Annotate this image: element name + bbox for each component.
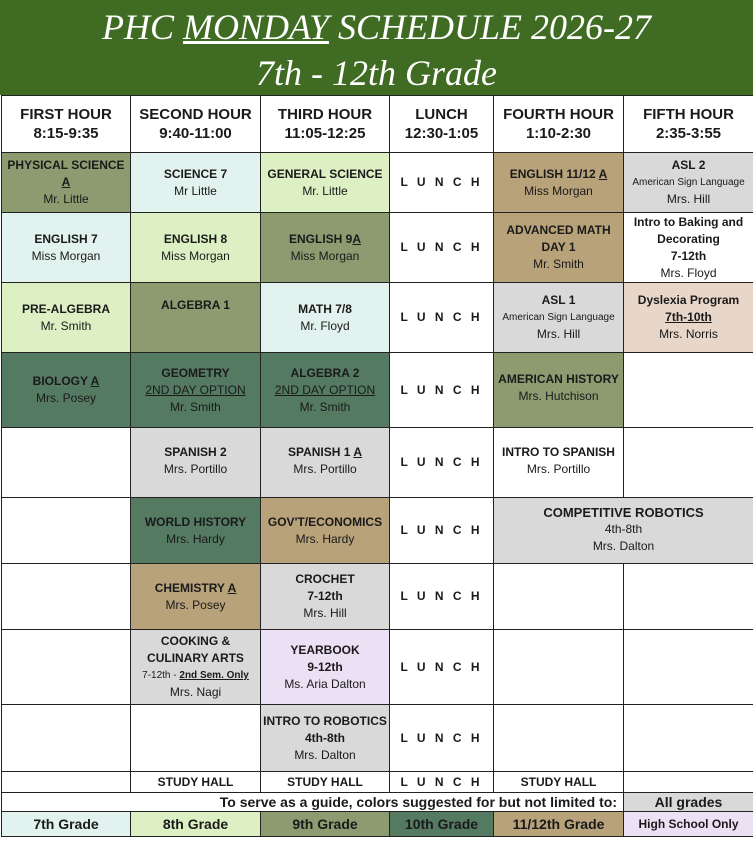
col-header-fourth-hour: FOURTH HOUR 1:10-2:30 [494, 96, 624, 153]
empty-cell [2, 564, 131, 630]
lunch-cell: L U N C H [390, 772, 494, 793]
study-hall-third-hour: STUDY HALL [261, 772, 390, 793]
legend-10th-grade: 10th Grade [390, 812, 494, 837]
col-header-first-hour: FIRST HOUR 8:15-9:35 [2, 96, 131, 153]
legend-high-school-only: High School Only [624, 812, 753, 837]
empty-cell [131, 705, 261, 772]
lunch-cell: L U N C H [390, 213, 494, 283]
class-competitive-robotics: COMPETITIVE ROBOTICS 4th-8th Mrs. Dalton [494, 498, 753, 564]
lunch-cell: L U N C H [390, 428, 494, 498]
study-hall-fourth-hour: STUDY HALL [494, 772, 624, 793]
empty-cell [624, 428, 753, 498]
col-header-lunch: LUNCH 12:30-1:05 [390, 96, 494, 153]
empty-cell [2, 630, 131, 705]
class-dyslexia-program: Dyslexia Program 7th-10th Mrs. Norris [624, 283, 753, 353]
class-intro-baking: Intro to Baking and Decorating 7-12th Mrs. Floyd [624, 213, 753, 283]
class-chemistry: CHEMISTRY A Mrs. Posey [131, 564, 261, 630]
study-hall-second-hour: STUDY HALL [131, 772, 261, 793]
empty-cell [624, 564, 753, 630]
legend-7th-grade: 7th Grade [2, 812, 131, 837]
class-geometry: GEOMETRY 2ND DAY OPTION Mr. Smith [131, 353, 261, 428]
class-pre-algebra: PRE-ALGEBRA Mr. Smith [2, 283, 131, 353]
class-algebra-1: ALGEBRA 1 [131, 283, 261, 353]
class-yearbook: YEARBOOK 9-12th Ms. Aria Dalton [261, 630, 390, 705]
col-header-second-hour: SECOND HOUR 9:40-11:00 [131, 96, 261, 153]
class-cooking-culinary-arts: COOKING & CULINARY ARTS 7-12th - 2nd Sem. Only Mrs. Nagi [131, 630, 261, 705]
legend-8th-grade: 8th Grade [131, 812, 261, 837]
empty-cell [2, 498, 131, 564]
class-intro-to-robotics: INTRO TO ROBOTICS 4th-8th Mrs. Dalton [261, 705, 390, 772]
empty-cell [624, 705, 753, 772]
class-english-11-12: ENGLISH 11/12 A Miss Morgan [494, 153, 624, 213]
class-spanish-2: SPANISH 2 Mrs. Portillo [131, 428, 261, 498]
legend-11-12th-grade: 11/12th Grade [494, 812, 624, 837]
empty-cell [494, 564, 624, 630]
class-physical-science: PHYSICAL SCIENCE A Mr. Little [2, 153, 131, 213]
class-intro-to-spanish: INTRO TO SPANISH Mrs. Portillo [494, 428, 624, 498]
schedule-banner [0, 0, 753, 95]
legend-9th-grade: 9th Grade [261, 812, 390, 837]
class-asl-2: ASL 2 American Sign Language Mrs. Hill [624, 153, 753, 213]
lunch-cell: L U N C H [390, 283, 494, 353]
lunch-cell: L U N C H [390, 153, 494, 213]
class-science-7: SCIENCE 7 Mr Little [131, 153, 261, 213]
legend-all-grades: All grades [624, 793, 753, 812]
class-crochet: CROCHET 7-12th Mrs. Hill [261, 564, 390, 630]
class-algebra-2: ALGEBRA 2 2ND DAY OPTION Mr. Smith [261, 353, 390, 428]
col-header-third-hour: THIRD HOUR 11:05-12:25 [261, 96, 390, 153]
empty-cell [624, 630, 753, 705]
class-world-history: WORLD HISTORY Mrs. Hardy [131, 498, 261, 564]
schedule-title: PHC MONDAY SCHEDULE 2026-27 [101, 7, 652, 47]
class-advanced-math: ADVANCED MATH DAY 1 Mr. Smith [494, 213, 624, 283]
class-english-7: ENGLISH 7 Miss Morgan [2, 213, 131, 283]
title-day: MONDAY [182, 7, 330, 47]
class-math-7-8: MATH 7/8 Mr. Floyd [261, 283, 390, 353]
empty-cell [624, 772, 753, 793]
lunch-cell: L U N C H [390, 498, 494, 564]
empty-cell [494, 705, 624, 772]
lunch-cell: L U N C H [390, 705, 494, 772]
schedule-subtitle: 7th - 12th Grade [256, 53, 497, 93]
lunch-cell: L U N C H [390, 353, 494, 428]
schedule-grid [1, 95, 753, 837]
empty-cell [494, 630, 624, 705]
class-asl-1: ASL 1 American Sign Language Mrs. Hill [494, 283, 624, 353]
lunch-cell: L U N C H [390, 630, 494, 705]
class-general-science: GENERAL SCIENCE Mr. Little [261, 153, 390, 213]
empty-cell [2, 772, 131, 793]
lunch-cell: L U N C H [390, 564, 494, 630]
class-biology: BIOLOGY A Mrs. Posey [2, 353, 131, 428]
empty-cell [624, 353, 753, 428]
class-american-history: AMERICAN HISTORY Mrs. Hutchison [494, 353, 624, 428]
empty-cell [2, 428, 131, 498]
class-spanish-1: SPANISH 1 A Mrs. Portillo [261, 428, 390, 498]
legend-note: To serve as a guide, colors suggested for but not limited to: [2, 793, 624, 812]
class-english-9: ENGLISH 9A Miss Morgan [261, 213, 390, 283]
col-header-fifth-hour: FIFTH HOUR 2:35-3:55 [624, 96, 753, 153]
class-english-8: ENGLISH 8 Miss Morgan [131, 213, 261, 283]
empty-cell [2, 705, 131, 772]
class-govt-economics: GOV'T/ECONOMICS Mrs. Hardy [261, 498, 390, 564]
